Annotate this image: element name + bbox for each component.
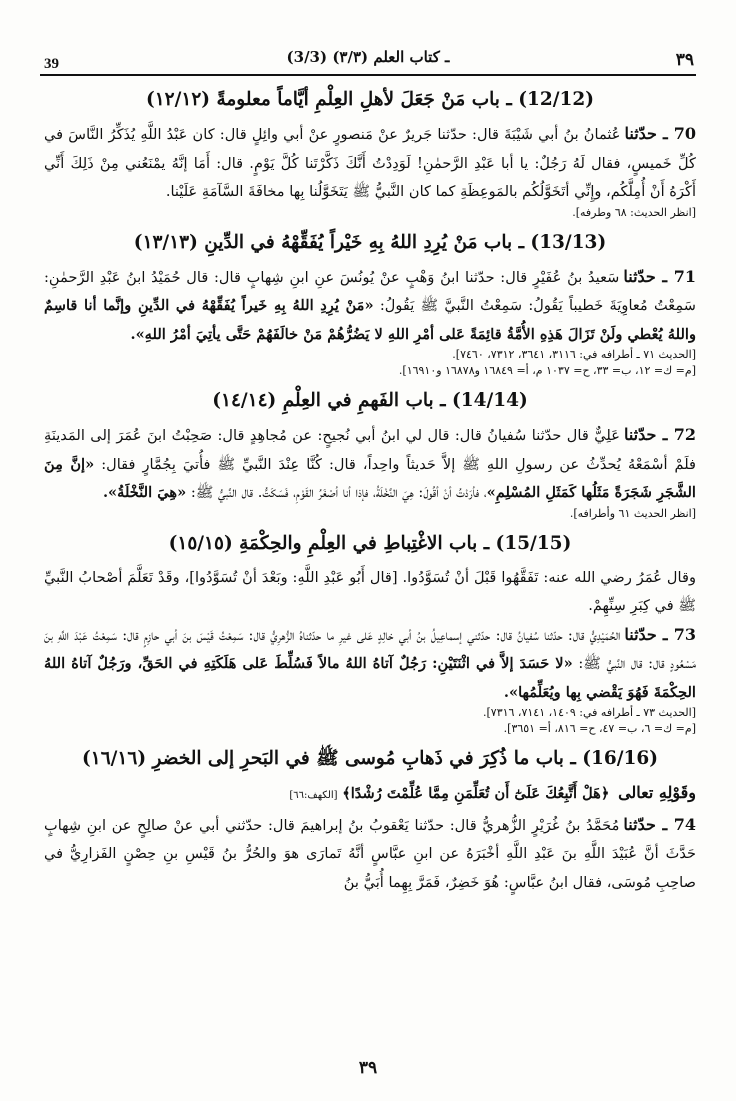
- hadith-72-text-2: ، فأرَدْتُ أنْ أقُولَ: هِيَ النَّخْلَةُ، فإذا أنا أصْغَرُ القَوْمِ، فَسَكَتُّ. قال النَّبيُّ ﷺ:: [186, 484, 487, 501]
- page-number-latin: 39: [44, 56, 59, 72]
- header-rule: [40, 74, 696, 76]
- hadith-72-quote-2: «هِيَ النَّخْلَةُ».: [102, 484, 187, 501]
- running-title: (3/3) ـ كتاب العلم (٣/٣): [286, 48, 450, 66]
- hadith-72: [44, 421, 696, 524]
- quran-lead: وقَوْلِهِ تعالى: [618, 783, 696, 802]
- chapter-heading-12: (12/12) ـ باب مَنْ جَعَلَ لأهلِ العِلْمِ أيَّاماً معلومةً (١٢/١٢): [145, 89, 595, 110]
- hadith-72-quote: «إنَّ مِنَ الشَّجَرِ شَجَرَةً مَثَلُها كَمَثَلِ المُسْلِمِ»: [44, 455, 696, 501]
- hadith-73-number: 73 ـ حدّثنا: [624, 624, 696, 644]
- hadith-73-quote: «لا حَسَدَ إلاَّ في اثْنَتَيْنِ: رَجُلٌ آتاهُ اللهُ مالاً فَسُلِّطَ عَلى هَلَكَتِهِ في الحَقِّ، ورَجُلٌ آتاهُ اللهُ الحِكْمَةَ فَهُوَ يَقْضي بِها ويُعَلِّمُها».: [44, 655, 696, 701]
- hadith-70-number: 70 ـ حدّثنا: [624, 124, 696, 143]
- hadith-71: [44, 263, 696, 382]
- hadith-74: [44, 811, 696, 898]
- chapter-heading-16: (16/16) ـ باب ما ذُكِرَ في ذَهابِ مُوسى ﷺ في البَحرِ إلى الخضرِ (١٦/١٦): [82, 748, 658, 769]
- hadith-71-ref-1: [الحديث ٧١ ـ أطرافه في: ٣١١٦، ٣٦٤١، ٧٣١٢، ٧٤٦٠].: [452, 348, 696, 361]
- quran-ref: [الكهف:٦٦]: [289, 790, 338, 801]
- quran-verse-line: [44, 779, 696, 811]
- umar-saying: وقال عُمَرُ رضي الله عنه: تَفَقَّهُوا قَبْلَ أنْ تُسَوَّدُوا. [قال أَبُو عَبْدِ اللَّهِ: وبَعْدَ أنْ تُسَوَّدُوا]، وقَدْ تَعَلَّمَ أصْحابُ النَّبيِّ ﷺ في كِبَرِ سِنِّهِمْ.: [44, 568, 696, 614]
- hadith-70-ref: [انظر الحديث: ٦٨ وطرفه].: [572, 205, 696, 219]
- page-body: [44, 86, 696, 897]
- chapter-heading-13: (13/13) ـ باب مَنْ يُرِدِ اللهُ بِهِ خَيْراً يُفَقِّهْهُ في الدِّينِ (١٣/١٣): [133, 231, 607, 253]
- page-number-arabic: ٣٩: [675, 50, 694, 70]
- hadith-71-text: سَعيدُ بنُ عُفَيْرٍ قال: حدّثنا ابنُ وَهْبٍ عنْ يُونُسَ عنِ ابنِ شِهابٍ قال: قال حُمَيْدُ ابنُ عَبْدِ الرَّحمٰنِ: سَمِعْتُ مُعاوِيَةَ خَطيباً يَقُولُ: سَمِعْتُ النَّبيَّ ﷺ يَقُولُ:: [44, 268, 696, 314]
- hadith-70: [44, 120, 696, 223]
- hadith-71-ref-2: [م= ك= ١٢، ب= ٣٣، ح= ١٠٣٧ م، أ= ١٦٨٤٩ و١٦٨٧٨ و١٦٩١٠].: [398, 364, 696, 377]
- hadith-74-number: 74 ـ حدّثنا: [623, 814, 696, 834]
- quran-verse: ﴿هَلْ أَتَّبِعُكَ عَلَىٰٓ أَن تُعَلِّمَنِ مِمَّا عُلِّمْتَ رُشْدًا﴾: [342, 785, 610, 802]
- hadith-73-ref-2: [م= ك= ٦، ب= ٤٧، ح= ٨١٦، أ= ٣٦٥١].: [503, 722, 696, 735]
- hadith-73-ref-1: [الحديث ٧٣ ـ أطرافه في: ١٤٠٩، ٧١٤١، ٧٣١٦].: [482, 706, 696, 719]
- hadith-70-text: عُثمانُ بنُ أبي شَيْبَةَ قال: حدّثنا جَريرٌ عنْ مَنصورٍ عنْ أبي وائِلٍ قال: كان عَبْدُ اللَّهِ يُذَكِّرُ النَّاسَ في كُلِّ خَميسٍ، فقال لَهُ رَجُلٌ: يا أبا عَبْدِ الرَّحمٰنِ! لَوَدِدْتُ أَنَّكَ ذَكَّرْتَنا كُلَّ يَوْمٍ. قال: أَمَا إنَّهُ يمْنَعُني مِنْ ذَلِكَ أَنِّي أَكْرَهُ أَنْ أُمِلَّكُم، وإِنِّي أتَخَوَّلُكُم بالمَوعِظَةِ كما كان النَّبيُّ ﷺ يَتَخَوَّلُنا بِها مخافَةَ السَّآمَةِ عَلَيْنا.: [44, 126, 696, 200]
- page-footer-number: ٣٩: [358, 1058, 378, 1078]
- page-header: [40, 44, 696, 70]
- hadith-72-number: 72 ـ حدّثنا: [623, 425, 696, 444]
- chapter-heading-14: (14/14) ـ باب الفَهمِ في العِلْمِ (١٤/١٤): [212, 390, 528, 411]
- chapter-heading-15: (15/15) ـ باب الاغْتِباطِ في العِلْمِ والحِكْمَةِ (١٥/١٥): [168, 532, 572, 554]
- hadith-71-number: 71 ـ حدّثنا: [623, 266, 696, 286]
- hadith-71-quote: «مَنْ يُرِدِ اللهُ بِهِ خَيراً يُفَقِّهْهُ في الدِّينِ وإنَّما أنا قاسِمٌ واللهُ يُعْطي ولَنْ تَزَالَ هَذِهِ الأُمَّةُ قائِمَةً عَلى أمْرِ اللهِ لا يَضُرُّهُمْ مَنْ خالَفَهُمْ حَتَّى يأتِيَ أمْرُ اللهِ».: [44, 297, 696, 343]
- hadith-72-text: عَلِيٌّ قال حدّثنا سُفيانُ قال: قال لي ابنُ أبي نُجيحٍ: عن مُجاهِدٍ قال: صَحِبْتُ ابنَ عُمَرَ إلى المَدينَةِ فلَمْ أسْمَعْهُ يُحدِّثُ عن رسولِ اللهِ ﷺ إلاَّ حَديثاً واحِداً، قال: كُنَّا عِنْدَ النَّبيِّ ﷺ فأُتيَ بِجُمَّارٍ فقال:: [44, 427, 697, 473]
- hadith-74-text: مُحَمَّدُ بنُ غُرَيْرٍ الزُّهريُّ قال: حدّثنا يَعْقوبُ بنُ إبراهيمَ قال: حدّثني أبي عنْ صالِحٍ عن ابنِ شِهابٍ حَدَّثَ أنَّ عُبَيْدَ اللَّهِ بنَ عَبْدِ اللَّهِ أخْبَرَهُ عن ابنِ عبَّاسٍ أنَّهُ تَمارَى هوَ والحُرُّ بنُ قَيْسِ بنِ حِصْنٍ الفَزارِيُّ في صاحِبِ مُوسَى، فقال ابنُ عبَّاسٍ: هُوَ خَضِرٌ، فَمَرَّ بِهِما أُبَيُّ بنُ: [44, 816, 696, 891]
- hadith-73: [44, 621, 696, 740]
- hadith-73-text: الحُمَيْدِيُّ قال: حدّثنا سُفيانُ قال: حدّثني إسماعِيلُ بنُ أبي خالِدٍ عَلى غيرِ ما حدّثناهُ الزُّهرِيُّ قال: سَمِعْتُ قَيْسَ بنَ أبي حازِمٍ قال: سَمِعْتُ عَبْدَ اللَّهِ بنَ مَسْعُودٍ قال: قال النَّبيُّ ﷺ:: [44, 626, 696, 672]
- hadith-72-ref: [انظر الحديث ٦١ وأطرافه].: [569, 506, 696, 520]
